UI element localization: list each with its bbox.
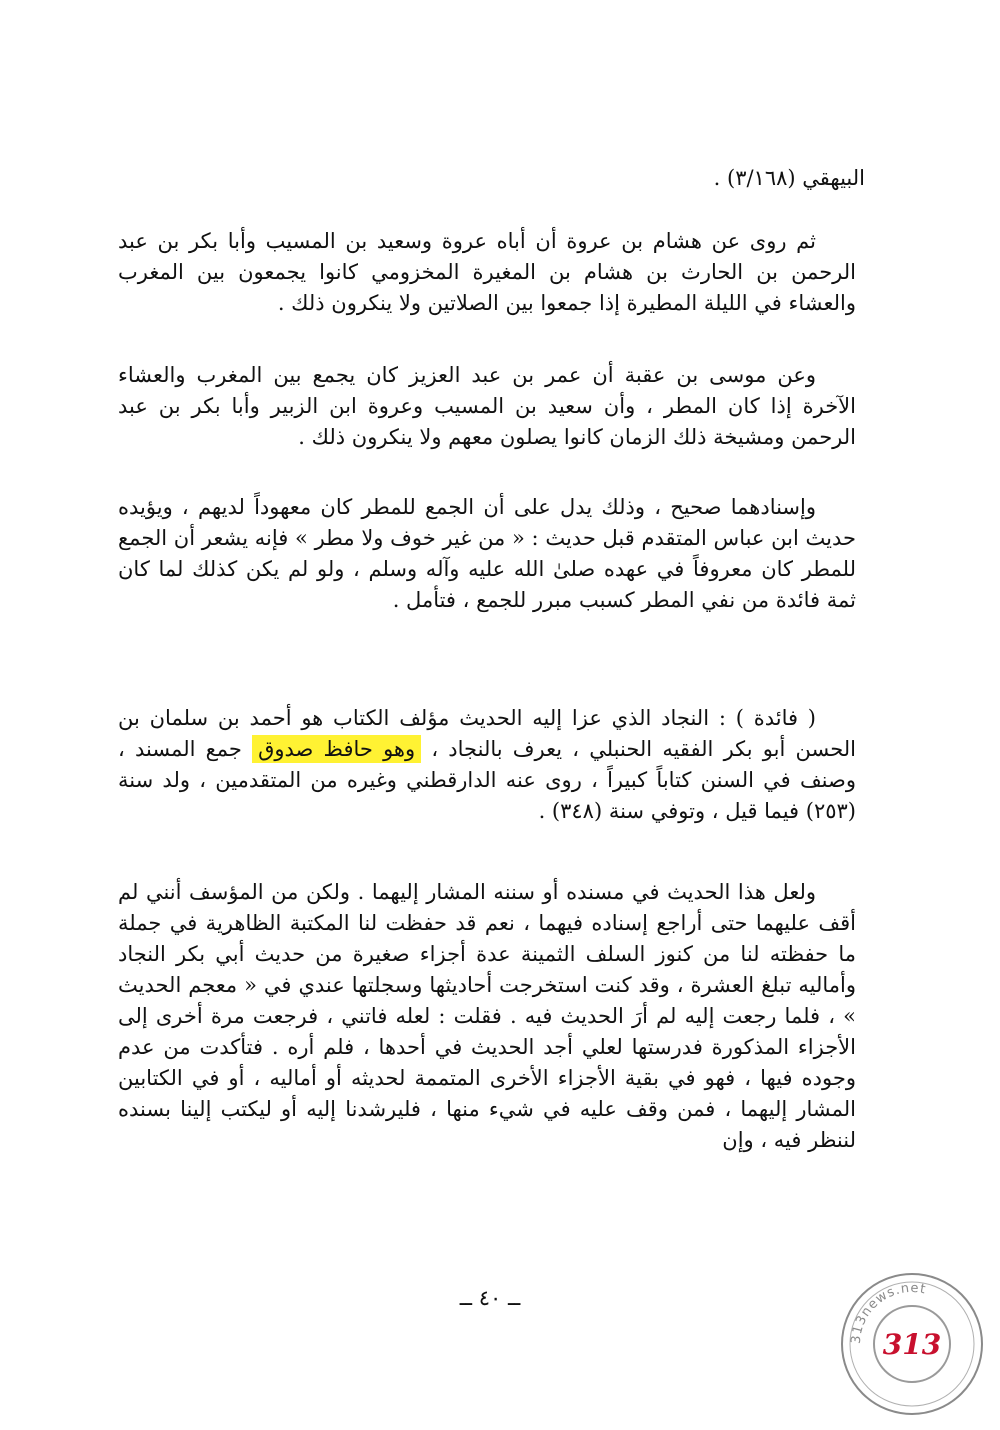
paragraph-3 (118, 492, 856, 616)
paragraph-text: ولعل هذا الحديث في مسنده أو سننه المشار إليهما . ولكن من المؤسف أنني لم أقف عليهما حتى أراجع إسناده فيهما ، نعم قد حفظت لنا المكتبة الظاهرية في جملة ما حفظته لنا من كنوز السلف الثمينة عدة أجزاء صغيرة من حديث أبي بكر النجاد وأماليه تبلغ العشرة ، وقد كنت استخرجت أحاديثها وسجلتها عندي في « معجم الحديث » ، فلما رجعت إليه لم أرَ الحديث فيه . فقلت : لعله فاتني ، فرجعت مرة أخرى إلى الأجزاء المذكورة فدرستها لعلي أجد الحديث في أحدها ، فلم أره . فتأكدت من عدم وجوده فيها ، فهو في بقية الأجزاء الأخرى المتممة لحديثه أو أماليه ، أو في الكتابين المشار إليهما ، فمن وقف عليه في شيء منها ، فليرشدنا إليه أو ليكتب إلينا بسنده لننظر فيه ، وإن (118, 880, 856, 1152)
paragraph-text: وعن موسى بن عقبة أن عمر بن عبد العزيز كان يجمع بين المغرب والعشاء الآخرة إذا كان المطر ، وأن سعيد بن المسيب وعروة ابن الزبير وأبا بكر بن عبد الرحمن ومشيخة ذلك الزمان كانوا يصلون معهم ولا ينكرون ذلك . (118, 363, 856, 449)
note-text (118, 703, 856, 827)
note-before: ( فائدة ) : النجاد الذي عزا إليه الحديث مؤلف الكتاب هو أحمد بن سلمان بن الحسن أبو بكر الفقيه الحنبلي ، يعرف بالنجاد ، (118, 706, 856, 761)
note-after: جمع المسند ، وصنف في السنن كتاباً كبيراً ، روى عنه الدارقطني وغيره من المتقدمين ، ولد سنة (٢٥٣) فيما قيل ، وتوفي سنة (٣٤٨) . (118, 737, 856, 823)
highlighted-phrase: وهو حافظ صدوق (252, 735, 421, 763)
page-number: ــ ٤٠ ــ (459, 1286, 521, 1310)
source-reference: البيهقي (٣/١٦٨) . (713, 166, 865, 190)
paragraph-2 (118, 360, 856, 453)
paragraph-4 (118, 877, 856, 1156)
note-paragraph (118, 703, 856, 827)
paragraph-text: وإسنادهما صحيح ، وذلك يدل على أن الجمع للمطر كان معهوداً لديهم ، ويؤيده حديث ابن عباس المتقدم قبل حديث : « من غير خوف ولا مطر » فإنه يشعر أن الجمع للمطر كان معروفاً في عهده صلىٰ الله عليه وآله وسلم ، ولو لم يكن كذلك لما كان ثمة فائدة من نفي المطر كسبب مبرر للجمع ، فتأمل . (118, 495, 856, 612)
stamp-center-text: 313 (882, 1328, 942, 1361)
stamp-ring-text: 313news.net (848, 1280, 928, 1345)
paragraph-text: ثم روى عن هشام بن عروة أن أباه عروة وسعيد بن المسيب وأبا بكر بن عبد الرحمن بن الحارث بن هشام بن المغيرة المخزومي كانوا يجمعون بين المغرب والعشاء في الليلة المطيرة إذا جمعوا بين الصلاتين ولا ينكرون ذلك . (118, 229, 856, 315)
paragraph-1 (118, 226, 856, 319)
watermark-stamp (838, 1270, 986, 1418)
